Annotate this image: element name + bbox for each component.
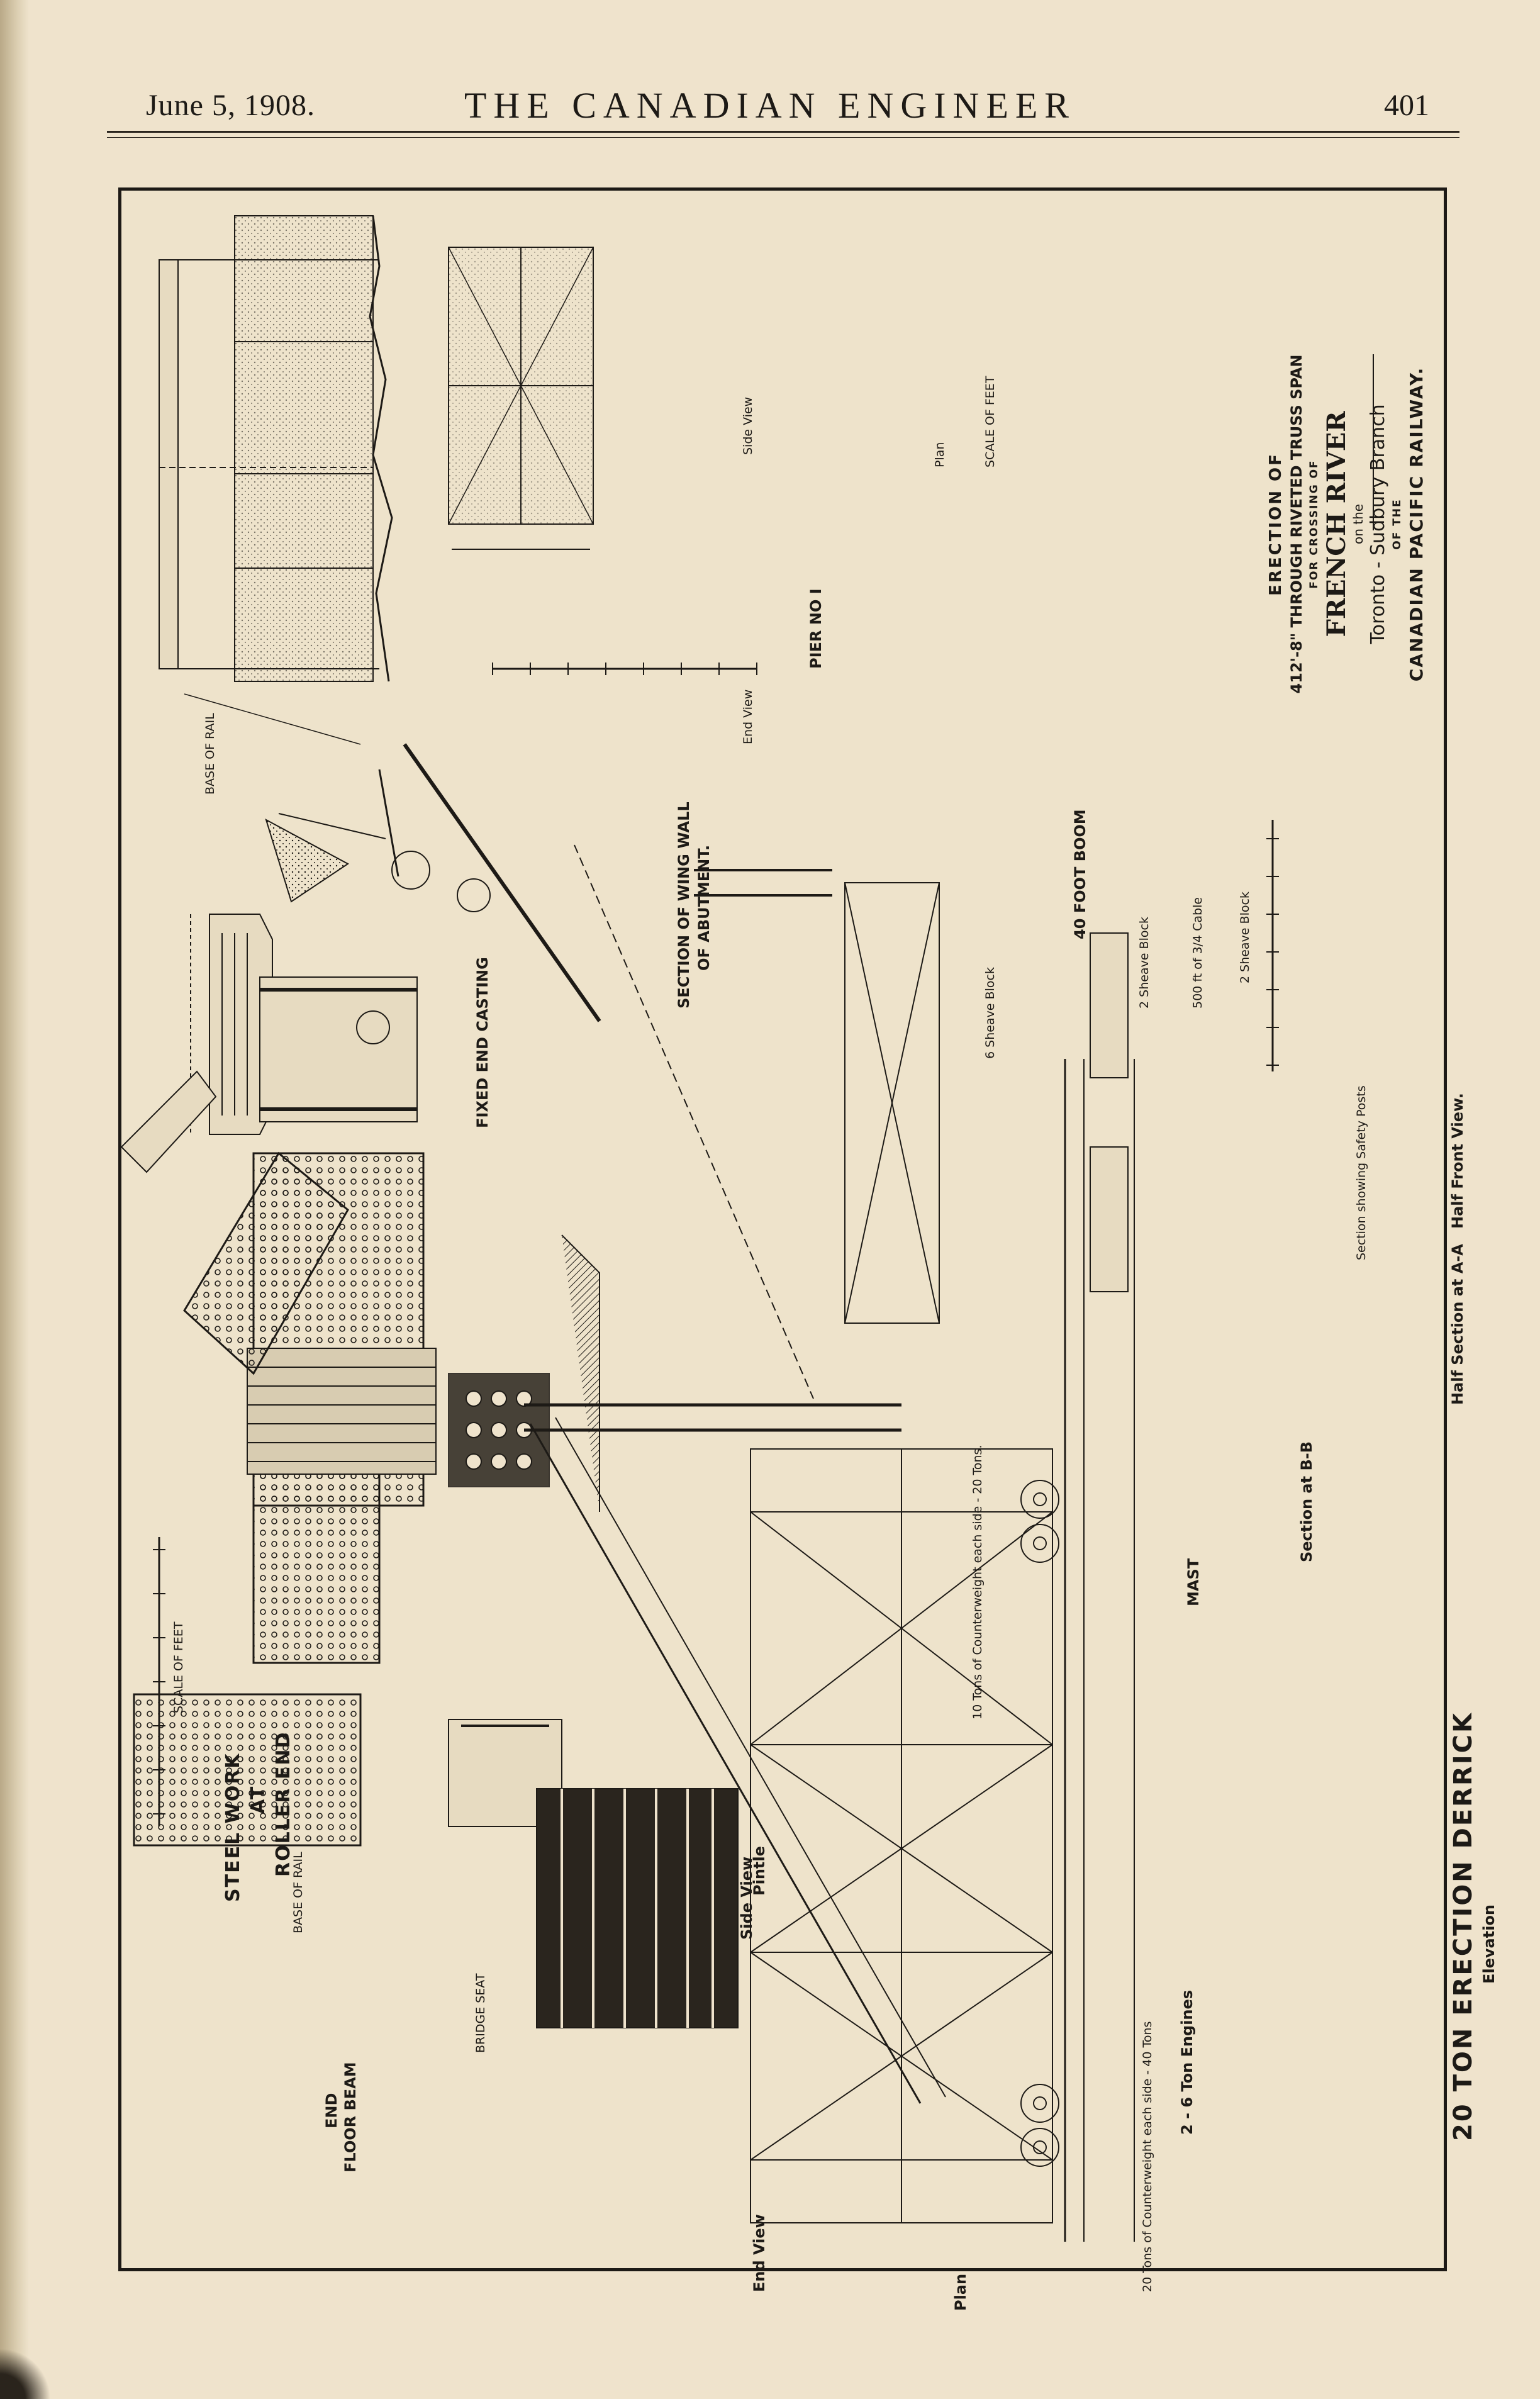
- plate-drawing: [121, 191, 1444, 2268]
- header-date: June 5, 1908.: [146, 89, 315, 122]
- title-line-2: 412'-8" THROUGH RIVETED TRUSS SPAN: [1288, 354, 1305, 694]
- pier-scale-label: SCALE OF FEET: [983, 376, 997, 467]
- steel-work-base-rail-label: BASE OF RAIL: [291, 1852, 305, 1933]
- sheave-block-label-2: 2 Sheave Block: [1238, 892, 1252, 983]
- page-header: [0, 75, 1540, 132]
- title-line-7: OF THE: [1391, 498, 1403, 550]
- title-line-8: CANADIAN PACIFIC RAILWAY.: [1406, 366, 1427, 682]
- end-view-label: End View: [750, 2214, 768, 2292]
- end-floor-beam-label-1: END: [323, 2093, 340, 2128]
- pier-side-view-label: Side View: [741, 396, 755, 455]
- wing-wall-label-2: OF ABUTMENT.: [695, 844, 713, 971]
- page-corner-shadow: [0, 2311, 88, 2399]
- engines-label: 2 - 6 Ton Engines: [1178, 1989, 1196, 2135]
- steel-work-label-2: AT: [247, 1785, 269, 1814]
- counterweight-bottom-label: 20 Tons of Counterweight each side - 40 Tons: [1141, 2021, 1154, 2292]
- title-line-5: on the: [1351, 503, 1366, 545]
- pier-base-rail-label: BASE OF RAIL: [203, 713, 217, 795]
- bridge-seat-label: BRIDGE SEAT: [474, 1973, 488, 2053]
- header-journal-title: THE CANADIAN ENGINEER: [464, 85, 1076, 126]
- steel-work-label-1: STEEL WORK: [222, 1752, 244, 1902]
- title-block: [1266, 266, 1430, 807]
- title-line-6: Toronto - Sudbury Branch: [1367, 404, 1389, 644]
- title-line-4: FRENCH RIVER: [1322, 411, 1351, 637]
- end-floor-beam-label-2: FLOOR BEAM: [342, 2062, 359, 2173]
- elevation-label: Elevation: [1480, 1904, 1498, 1984]
- cable-label: 500 ft of 3/4 Cable: [1191, 897, 1205, 1009]
- fixed-end-casting-label: FIXED END CASTING: [474, 957, 491, 1128]
- pier-end-view-label: End View: [741, 689, 755, 744]
- pintle-label: Pintle: [750, 1846, 768, 1896]
- section-bb-label: Section at B-B: [1298, 1441, 1315, 1562]
- pier-label: PIER NO I: [807, 588, 825, 669]
- header-page-number: 401: [1384, 89, 1429, 122]
- wing-wall-label-1: SECTION OF WING WALL: [675, 802, 693, 1009]
- half-front-label: Half Front View.: [1449, 1093, 1466, 1229]
- plan-label: Plan: [952, 2273, 969, 2311]
- sheave-block-label-1: 2 Sheave Block: [1137, 917, 1151, 1009]
- pier-plan-label: Plan: [933, 442, 947, 467]
- half-section-label: Half Section at A-A: [1449, 1244, 1466, 1405]
- title-line-3: FOR CROSSING OF: [1308, 459, 1320, 589]
- header-rule-thin: [107, 137, 1459, 138]
- title-line-1: ERECTION OF: [1266, 452, 1285, 596]
- steel-work-label-3: ROLLER END: [272, 1731, 294, 1877]
- derrick-title-label: 20 TON ERECTION DERRICK: [1449, 1711, 1478, 2141]
- safety-posts-label: Section showing Safety Posts: [1354, 1085, 1368, 1260]
- mast-label: MAST: [1185, 1558, 1202, 1606]
- sheave6-label: 6 Sheave Block: [983, 967, 997, 1059]
- engineering-plate: [118, 187, 1498, 2311]
- pier-drawing: [159, 216, 757, 744]
- page-edge-shadow: [0, 0, 29, 2399]
- header-rule: [107, 131, 1459, 133]
- steel-work-scale-label: SCALE OF FEET: [172, 1621, 186, 1713]
- counterweight-top-label: 10 Tons of Counterweight each side - 20 Tons.: [971, 1445, 985, 1720]
- boom-label: 40 FOOT BOOM: [1071, 809, 1089, 939]
- side-view-label: Side View: [738, 1856, 756, 1940]
